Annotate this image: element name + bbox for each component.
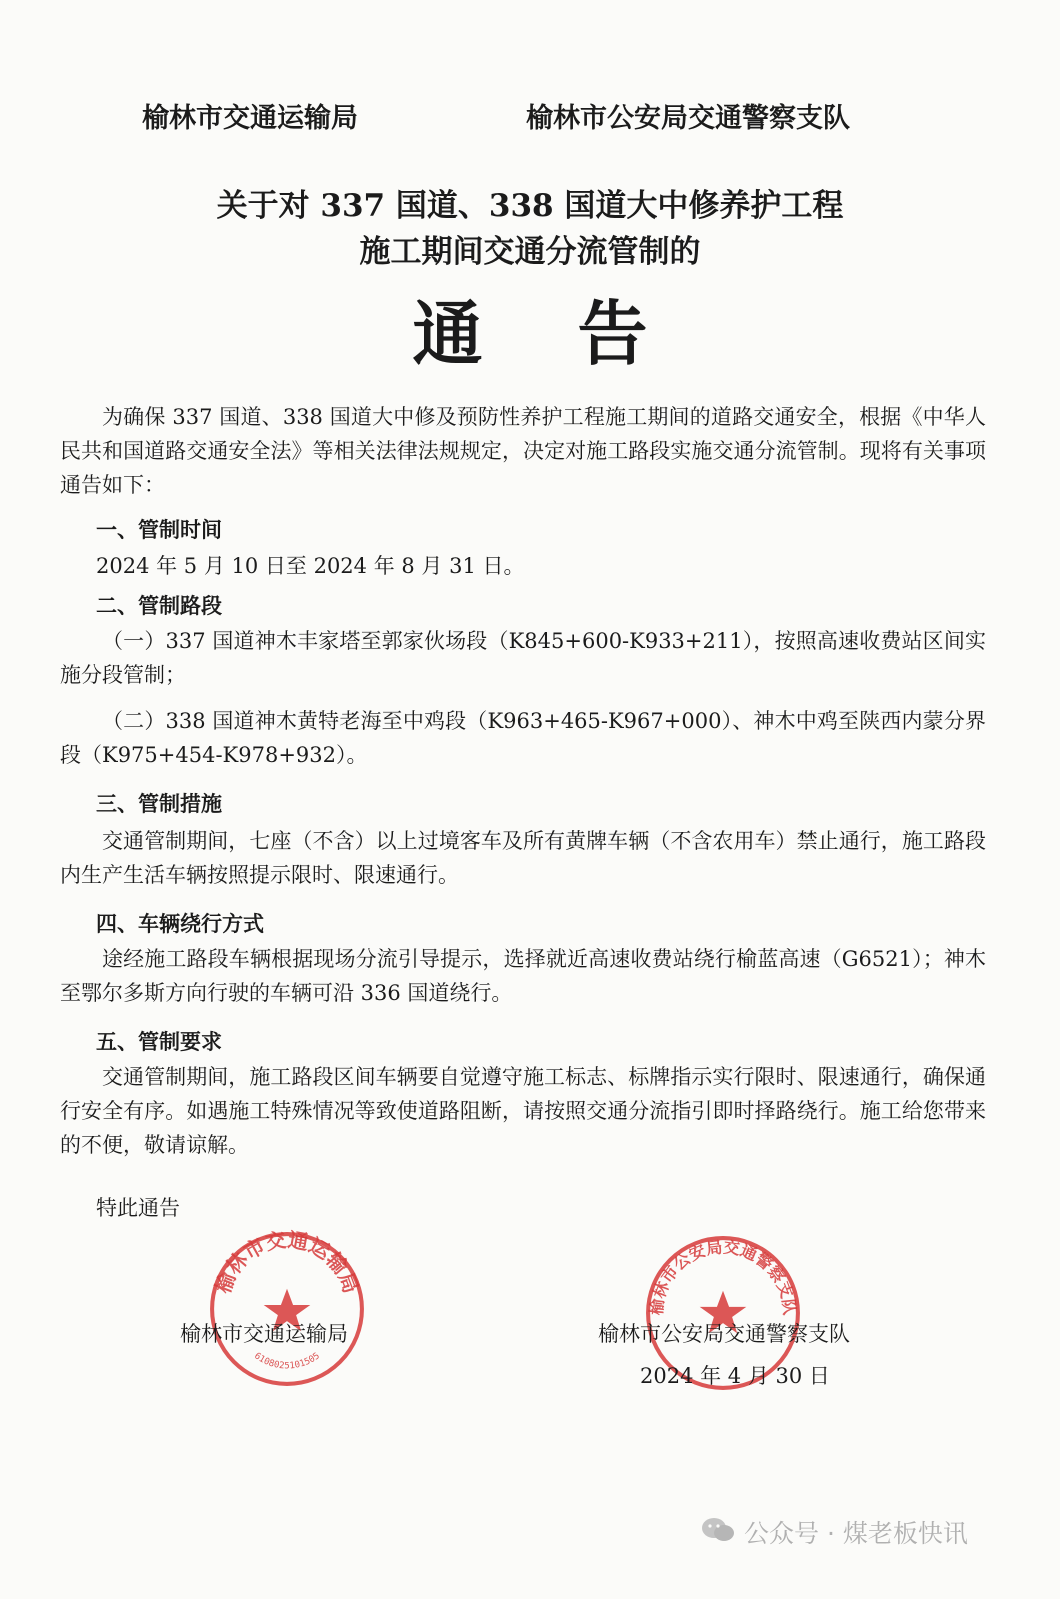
section-2-heading: 二、管制路段 bbox=[96, 594, 222, 618]
left-seal-text: 榆林市交通运输局 bbox=[210, 1228, 364, 1297]
section-1-heading: 一、管制时间 bbox=[96, 518, 222, 542]
signature-date: 2024 年 4 月 30 日 bbox=[640, 1364, 830, 1388]
section-2-item-2 bbox=[60, 704, 986, 772]
watermark-text: 公众号 · 煤老板快讯 bbox=[744, 1519, 968, 1548]
section-4-heading: 四、车辆绕行方式 bbox=[96, 912, 264, 936]
wechat-icon bbox=[700, 1514, 736, 1546]
section-2-item-1 bbox=[60, 624, 986, 692]
title-line-2: 施工期间交通分流管制的 bbox=[359, 234, 701, 270]
title-line-1: 关于对 337 国道、338 国道大中修养护工程 bbox=[216, 188, 844, 224]
left-official-seal bbox=[206, 1228, 368, 1390]
right-seal-text: 榆林市公安局交通警察支队 bbox=[646, 1237, 800, 1317]
signature-right: 榆林市公安局交通警察支队 bbox=[598, 1322, 850, 1346]
section-5-text: 交通管制期间，施工路段区间车辆要自觉遵守施工标志、标牌指示实行限时、限速通行，确保通行安全有序。如遇施工特殊情况等致使道路阻断，请按照交通分流指引即时择路绕行。施工给您带来的不便，敬请谅解。 bbox=[60, 1065, 986, 1157]
section-4-text: 途经施工路段车辆根据现场分流引导提示，选择就近高速收费站绕行榆蓝高速（G6521）；神木至鄂尔多斯方向行驶的车辆可沿 336 国道绕行。 bbox=[60, 947, 986, 1005]
section-2-item-2-text: （二）338 国道神木黄特老海至中鸡段（K963+465-K967+000）、神木中鸡至陕西内蒙分界段（K975+454-K978+932）。 bbox=[60, 709, 986, 767]
section-4-body bbox=[60, 942, 986, 1010]
section-2-item-1-text: （一）337 国道神木丰家塔至郭家伙场段（K845+600-K933+211），按照高速收费站区间实施分段管制； bbox=[60, 629, 986, 687]
signature-left: 榆林市交通运输局 bbox=[180, 1322, 348, 1346]
section-3-text: 交通管制期间，七座（不含）以上过境客车及所有黄牌车辆（不含农用车）禁止通行，施工路段内生产生活车辆按照提示限时、限速通行。 bbox=[60, 829, 986, 887]
closing-text: 特此通告 bbox=[96, 1196, 180, 1220]
issuer-right: 榆林市公安局交通警察支队 bbox=[526, 103, 850, 134]
notice-big-title: 通告 bbox=[412, 292, 743, 375]
issuer-left: 榆林市交通运输局 bbox=[142, 103, 358, 134]
section-3-body bbox=[60, 824, 986, 892]
section-5-body bbox=[60, 1060, 986, 1162]
section-1-text: 2024 年 5 月 10 日至 2024 年 8 月 31 日。 bbox=[96, 554, 525, 578]
intro-paragraph bbox=[60, 400, 986, 502]
left-seal-number: 6108025101505 bbox=[252, 1351, 322, 1372]
svg-text:榆林市交通运输局 bbox=[211, 1228, 364, 1296]
intro-text: 为确保 337 国道、338 国道大中修及预防性养护工程施工期间的道路交通安全，根据《中华人民共和国道路交通安全法》等相关法律法规规定，决定对施工路段实施交通分流管制。现将有关事项通告如下： bbox=[60, 405, 986, 497]
svg-text:6108025101505 bbox=[252, 1351, 322, 1371]
section-5-heading: 五、管制要求 bbox=[96, 1030, 222, 1054]
section-3-heading: 三、管制措施 bbox=[96, 792, 222, 816]
issuer-header bbox=[0, 96, 1060, 140]
